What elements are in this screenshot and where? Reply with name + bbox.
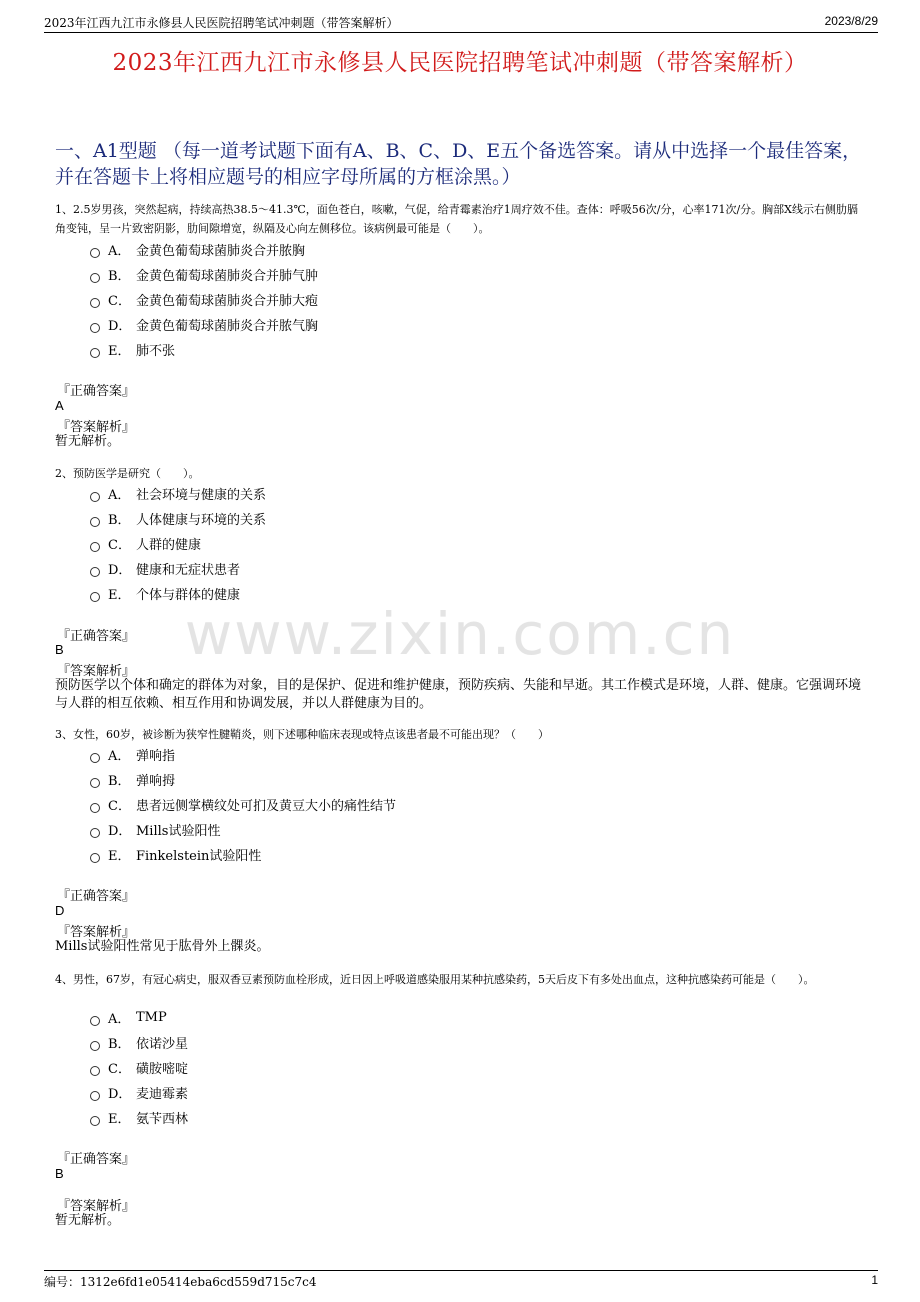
radio-icon[interactable]	[90, 1116, 100, 1126]
header-title: 2023年江西九江市永修县人民医院招聘笔试冲刺题（带答案解析）	[44, 16, 399, 30]
option-letter: A．	[108, 749, 131, 764]
answer-label: 『正确答案』	[57, 629, 136, 644]
option-text: 肺不张	[136, 344, 176, 359]
radio-icon[interactable]	[90, 1016, 100, 1026]
option-c[interactable]	[90, 287, 318, 312]
radio-icon[interactable]	[90, 1041, 100, 1051]
question-stem: 3、女性，60岁，被诊断为狭窄性腱鞘炎，则下述哪种临床表现或特点该患者最不可能出现？（ ）	[55, 728, 549, 741]
option-text: 社会环境与健康的关系	[136, 488, 267, 503]
option-c[interactable]	[90, 1055, 188, 1080]
radio-icon[interactable]	[90, 778, 100, 788]
option-list	[90, 481, 266, 606]
option-list	[90, 1005, 188, 1130]
explanation-text: 暂无解析。	[55, 434, 121, 449]
radio-icon[interactable]	[90, 348, 100, 358]
question-stem: 1、2.5岁男孩，突然起病，持续高热38.5～41.3℃，面色苍白，咳嗽，气促，给青霉素治疗1周疗效不佳。查体：呼吸56次/分，心率171次/分。胸部X线示右侧肋膈角变钝，呈一片致密阴影，肋间隙增宽，纵隔及心向左侧移位。该病例最可能是（ ）。	[55, 203, 859, 235]
option-letter: C．	[108, 538, 131, 553]
option-text: 氨苄西林	[136, 1112, 189, 1127]
radio-icon[interactable]	[90, 323, 100, 333]
option-a[interactable]	[90, 1005, 188, 1030]
section-heading: 一、A1型题 （每一道考试题下面有A、B、C、D、E五个备选答案。请从中选择一个最佳答案，并在答题卡上将相应题号的相应字母所属的方框涂黑。）	[55, 140, 862, 188]
watermark: www.zixin.com.cn	[184, 600, 736, 668]
option-e[interactable]	[90, 842, 396, 867]
radio-icon[interactable]	[90, 298, 100, 308]
option-a[interactable]	[90, 481, 266, 506]
radio-icon[interactable]	[90, 567, 100, 577]
option-text: 个体与群体的健康	[136, 588, 241, 603]
option-a[interactable]	[90, 742, 396, 767]
radio-icon[interactable]	[90, 1066, 100, 1076]
option-text: 依诺沙星	[136, 1037, 189, 1052]
radio-icon[interactable]	[90, 248, 100, 258]
answer-label: 『正确答案』	[57, 889, 136, 904]
option-d[interactable]	[90, 312, 318, 337]
radio-icon[interactable]	[90, 492, 100, 502]
page-number: 1	[871, 1273, 878, 1287]
option-text: 人群的健康	[136, 538, 202, 553]
option-letter: D．	[108, 563, 132, 578]
radio-icon[interactable]	[90, 542, 100, 552]
document-title: 2023年江西九江市永修县人民医院招聘笔试冲刺题（带答案解析）	[112, 50, 808, 76]
option-text: 磺胺嘧啶	[136, 1062, 189, 1077]
radio-icon[interactable]	[90, 803, 100, 813]
option-b[interactable]	[90, 1030, 188, 1055]
option-d[interactable]	[90, 556, 266, 581]
explanation-label: 『答案解析』	[57, 664, 136, 679]
option-letter: B．	[108, 513, 131, 528]
option-a[interactable]	[90, 237, 318, 262]
option-e[interactable]	[90, 337, 318, 362]
radio-icon[interactable]	[90, 828, 100, 838]
option-letter: A．	[108, 1012, 131, 1027]
option-text: 人体健康与环境的关系	[136, 513, 267, 528]
option-b[interactable]	[90, 506, 266, 531]
question-stem: 2、预防医学是研究（ ）。	[55, 467, 200, 480]
option-letter: B．	[108, 269, 131, 284]
option-text: 患者远侧掌横纹处可扪及黄豆大小的痛性结节	[136, 799, 397, 814]
radio-icon[interactable]	[90, 1091, 100, 1101]
option-e[interactable]	[90, 1105, 188, 1130]
option-letter: E．	[108, 588, 131, 603]
header-date: 2023/8/29	[824, 14, 878, 28]
option-text: 金黄色葡萄球菌肺炎合并脓气胸	[136, 319, 319, 334]
option-text: Finkelstein试验阳性	[136, 849, 262, 864]
option-list	[90, 742, 396, 867]
option-text: Mills试验阳性	[136, 824, 221, 839]
option-letter: C．	[108, 1062, 131, 1077]
option-d[interactable]	[90, 1080, 188, 1105]
option-letter: C．	[108, 294, 131, 309]
option-letter: B．	[108, 1037, 131, 1052]
option-c[interactable]	[90, 531, 266, 556]
option-text: 金黄色葡萄球菌肺炎合并脓胸	[136, 244, 306, 259]
option-text: 健康和无症状患者	[136, 563, 241, 578]
option-text: 金黄色葡萄球菌肺炎合并肺气肿	[136, 269, 319, 284]
option-letter: A．	[108, 244, 131, 259]
radio-icon[interactable]	[90, 753, 100, 763]
option-letter: C．	[108, 799, 131, 814]
question-stem: 4、男性，67岁，有冠心病史，服双香豆素预防血栓形成，近日因上呼吸道感染服用某种抗感染药，5天后皮下有多处出血点，这种抗感染药可能是（ ）。	[55, 973, 815, 986]
option-list	[90, 237, 318, 362]
option-letter: E．	[108, 1112, 131, 1127]
option-letter: E．	[108, 344, 131, 359]
answer-value: B	[55, 1166, 64, 1181]
option-letter: D．	[108, 319, 132, 334]
option-text: 弹响指	[136, 749, 176, 764]
radio-icon[interactable]	[90, 853, 100, 863]
answer-value: B	[55, 642, 64, 657]
option-letter: D．	[108, 824, 132, 839]
option-d[interactable]	[90, 817, 396, 842]
option-c[interactable]	[90, 792, 396, 817]
explanation-text: Mills试验阳性常见于肱骨外上髁炎。	[55, 939, 270, 954]
explanation-text: 暂无解析。	[55, 1213, 121, 1228]
option-letter: E．	[108, 849, 131, 864]
answer-label: 『正确答案』	[57, 384, 136, 399]
option-letter: A．	[108, 488, 131, 503]
answer-label: 『正确答案』	[57, 1152, 136, 1167]
radio-icon[interactable]	[90, 517, 100, 527]
option-letter: B．	[108, 774, 131, 789]
option-e[interactable]	[90, 581, 266, 606]
explanation-label: 『答案解析』	[57, 1199, 136, 1214]
answer-value: A	[55, 398, 64, 413]
option-b[interactable]	[90, 767, 396, 792]
option-text: 麦迪霉素	[136, 1087, 189, 1102]
option-letter: D．	[108, 1087, 132, 1102]
option-text: 弹响拇	[136, 774, 176, 789]
page-header	[44, 10, 878, 33]
option-b[interactable]	[90, 262, 318, 287]
document-id: 编号：1312e6fd1e05414eba6cd559d715c7c4	[44, 1275, 317, 1289]
explanation-text: 预防医学以个体和确定的群体为对象，目的是保护、促进和维护健康，预防疾病、失能和早逝。其工作模式是环境，人群、健康。它强调环境与人群的相互依赖、相互作用和协调发展，并以人群健康为目的。	[55, 678, 862, 711]
page-footer	[44, 1270, 878, 1289]
explanation-label: 『答案解析』	[57, 420, 136, 435]
answer-value: D	[55, 903, 65, 918]
radio-icon[interactable]	[90, 592, 100, 602]
option-text: TMP	[136, 1010, 167, 1025]
explanation-label: 『答案解析』	[57, 925, 136, 940]
radio-icon[interactable]	[90, 273, 100, 283]
option-text: 金黄色葡萄球菌肺炎合并肺大疱	[136, 294, 319, 309]
